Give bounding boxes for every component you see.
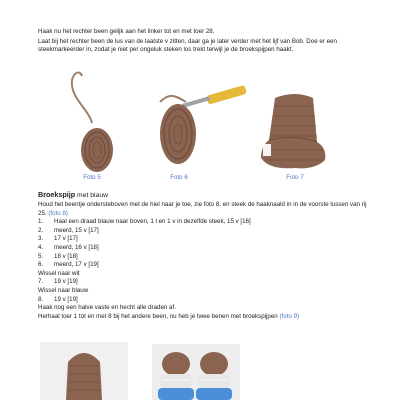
photo-ref-foto-9: (foto 9) [279, 312, 300, 320]
photo-6 [140, 82, 255, 174]
photo-9 [152, 344, 240, 400]
step-number: 3. [38, 235, 44, 243]
step-number: 6. [38, 261, 44, 269]
step-text: Haal een draad blauw naar boven, 1 l en 1 v in dezelfde steek, 15 v [16] [54, 218, 251, 226]
finish-instruction: Haak nog een halve vaste en hecht alle draden af. [38, 304, 176, 312]
step-2 [38, 227, 368, 236]
instruction-intro [38, 201, 368, 218]
step-text: 18 v [18] [54, 252, 78, 260]
photo-ref-foto-8: (foto 8) [48, 209, 68, 217]
step-6 [38, 261, 368, 270]
intro-text [38, 28, 364, 56]
step-3 [38, 235, 368, 244]
step-number: 2. [38, 226, 44, 234]
step-text: 19 v [19] [54, 295, 78, 303]
step-number: 8. [38, 295, 44, 303]
step-number: 7. [38, 278, 44, 286]
step-5 [38, 253, 368, 262]
step-number: 1. [38, 218, 44, 226]
instructions [38, 201, 368, 321]
step-1 [38, 218, 368, 227]
step-7 [38, 278, 368, 287]
step-text: meerd, 16 v [18] [54, 243, 99, 251]
section-title-bold: Broekspijp [38, 190, 76, 199]
caption-foto-7: Foto 7 [286, 174, 304, 181]
color-switch-white: Wissel naar wit [38, 269, 80, 277]
instruction-intro-text: Houd het beentje ondersteboven met de hiel naar je toe, zie foto 8, en steek de haaknaald in in de voorste lussen van rij 25. [38, 201, 367, 217]
repeat-text: Herhaal toer 1 tot en met 8 bij het andere been, nu heb je twee benen met broekspijpen [38, 312, 278, 320]
step-text: 19 v [19] [54, 278, 78, 286]
step-number: 5. [38, 252, 44, 260]
photo-7 [255, 90, 335, 172]
photo-5 [60, 68, 130, 172]
step-8 [38, 296, 368, 305]
color-switch-blue: Wissel naar blauw [38, 286, 89, 294]
intro-line-1: Haak nu het rechter been gelijk aan het linker tot en met toer 28. [38, 28, 215, 35]
photo-8 [40, 342, 128, 400]
repeat-instruction [38, 313, 368, 322]
step-text: 17 v [17] [54, 235, 78, 243]
caption-foto-6: Foto 6 [170, 174, 188, 181]
step-number: 4. [38, 243, 44, 251]
step-text: meerd, 17 v [19] [54, 261, 99, 269]
caption-foto-5: Foto 5 [83, 174, 101, 181]
section-title-rest: met blauw [75, 192, 109, 199]
step-4 [38, 244, 368, 253]
intro-line-2: Laat bij het rechter been de lus van de laatste v zitten, daar ga je later verder met het lijf van Bob. Doe er een steekmarkeerder in, zodat je niet per ongeluk steken los trekt terwijl je de broekspijpen haakt. [38, 37, 337, 54]
step-text: meerd, 15 v [17] [54, 226, 99, 234]
section-heading [38, 190, 108, 199]
